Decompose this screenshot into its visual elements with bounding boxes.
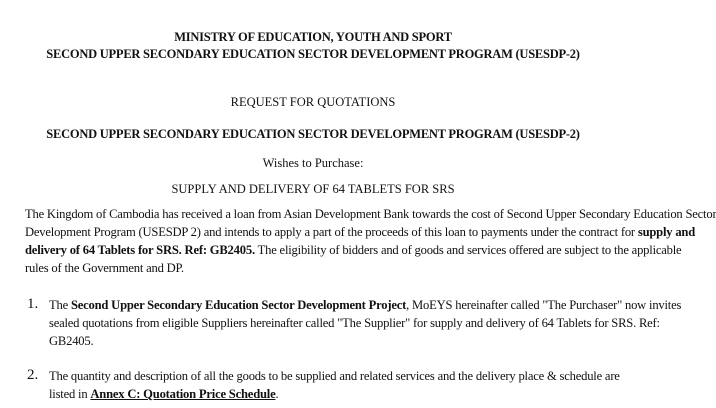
item-text-run: , MoEYS hereinafter called "The Purchaser" now invites	[406, 298, 682, 312]
ministry-heading: MINISTRY OF EDUCATION, YOUTH AND SPORT	[174, 30, 452, 44]
item-number: 1.	[27, 296, 39, 312]
annex-reference: Annex C: Quotation Price Schedule	[90, 387, 276, 401]
intro-line	[25, 241, 682, 259]
rfq-title: REQUEST FOR QUOTATIONS	[230, 95, 396, 109]
intro-line: rules of the Government and DP.	[25, 261, 184, 275]
intro-line: The Kingdom of Cambodia has received a loan from Asian Development Bank towards the cost of Second Upper Secondary Education Sector	[25, 207, 716, 221]
item-line	[49, 296, 682, 314]
intro-bold-text: delivery of 64 Tablets for SRS. Ref: GB2405.	[25, 243, 255, 257]
item-line: sealed quotations from eligible Suppliers hereinafter called "The Supplier" for supply and delivery of 64 Tablets for SRS. Ref:	[49, 316, 660, 330]
item-text	[49, 367, 620, 403]
item-number: 2.	[27, 367, 39, 383]
item-text-run: The	[49, 298, 71, 312]
item-line: The quantity and description of all the goods to be supplied and related services and the delivery place & schedule are	[49, 369, 620, 383]
intro-paragraph	[25, 205, 716, 277]
item-line: GB2405.	[49, 334, 94, 348]
item-text	[49, 296, 682, 350]
intro-text: The eligibility of bidders and of goods and services offered are subject to the applicable	[254, 243, 682, 257]
item-line	[49, 385, 617, 403]
program-heading: SECOND UPPER SECONDARY EDUCATION SECTOR DEVELOPMENT PROGRAM (USESDP-2)	[46, 47, 580, 61]
intro-bold-text: supply and	[637, 225, 696, 239]
wishes-to-purchase: Wishes to Purchase:	[262, 156, 364, 170]
intro-line	[25, 223, 696, 241]
intro-text: Development Program (USESDP 2) and intends to apply a part of the proceeds of this loan to payments under the contract for	[25, 225, 638, 239]
project-name: Second Upper Secondary Education Sector Development Project	[70, 298, 407, 312]
purchase-subject: SUPPLY AND DELIVERY OF 64 TABLETS FOR SRS	[171, 182, 455, 196]
item-text-run: listed in	[49, 387, 91, 401]
rfq-program: SECOND UPPER SECONDARY EDUCATION SECTOR DEVELOPMENT PROGRAM (USESDP-2)	[46, 127, 580, 141]
item-text-run: .	[275, 387, 279, 401]
